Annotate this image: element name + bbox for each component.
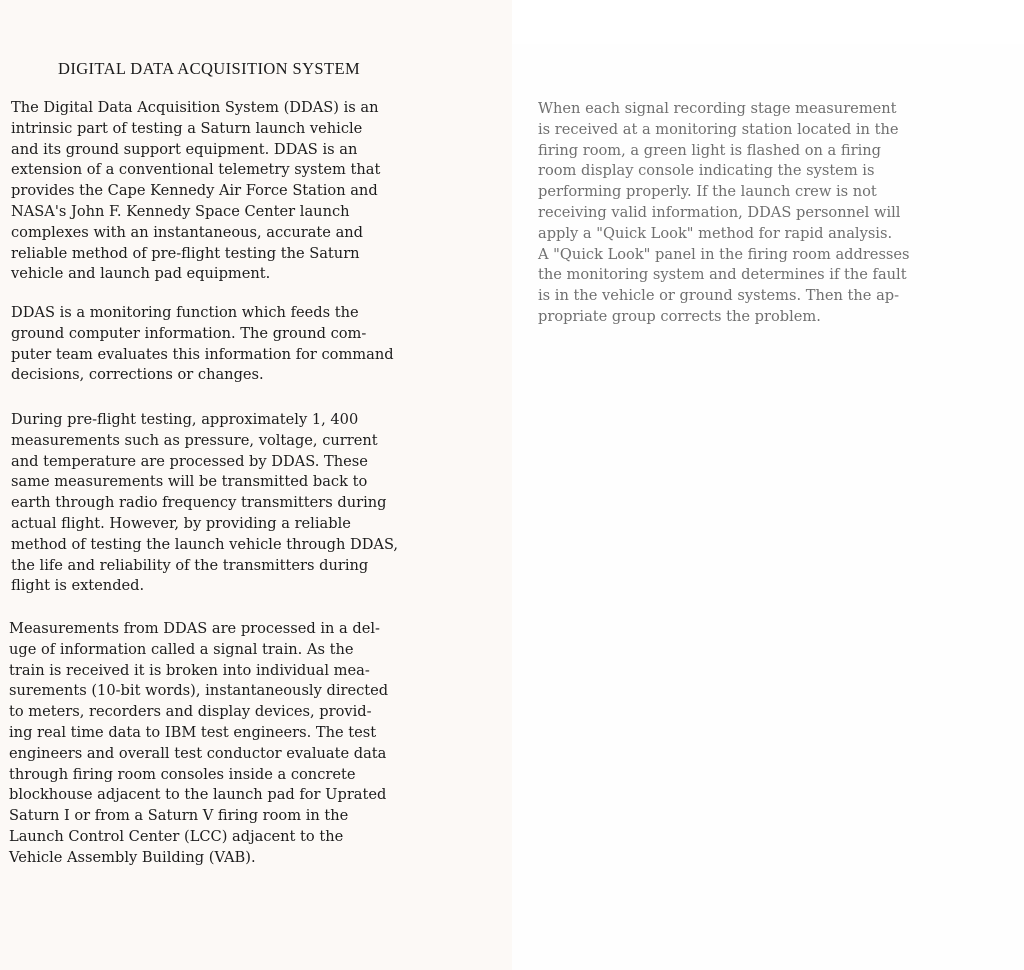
text-line: The Digital Data Acquisition System (DDAS) is an: [11, 99, 379, 116]
text-line: reliable method of pre-flight testing the Saturn: [11, 244, 360, 262]
text-line: NASA's John F. Kennedy Space Center launch: [11, 202, 350, 220]
text-line: the monitoring system and determines if the fault: [538, 266, 907, 284]
text-line: performing properly. If the launch crew is not: [538, 183, 877, 201]
text-line: provides the Cape Kennedy Air Force Station and: [11, 182, 378, 200]
paragraph-ddas-overview: [11, 98, 380, 285]
paragraph-monitoring-function: [11, 303, 394, 386]
text-line: measurements such as pressure, voltage, current: [11, 431, 378, 449]
text-line: apply a "Quick Look" method for rapid analysis.: [538, 224, 893, 242]
text-line: train is received it is broken into individual mea-: [9, 661, 370, 679]
right-page: [512, 0, 1024, 970]
text-line: A "Quick Look" panel in the firing room addresses: [538, 245, 910, 263]
document-title: DIGITAL DATA ACQUISITION SYSTEM: [58, 59, 361, 78]
text-line: decisions, corrections or changes.: [11, 366, 264, 384]
paragraph-preflight-testing: [11, 410, 398, 597]
paragraph-signal-train: [9, 619, 388, 869]
text-line: through firing room consoles inside a concrete: [9, 765, 356, 783]
text-line: complexes with an instantaneous, accurate and: [11, 223, 364, 241]
text-line: earth through radio frequency transmitters during: [11, 494, 387, 512]
text-line: Measurements from DDAS are processed in a del-: [9, 620, 380, 637]
text-line: the life and reliability of the transmitters during: [11, 556, 369, 574]
text-line: and its ground support equipment. DDAS is an: [11, 140, 358, 158]
text-line: and temperature are processed by DDAS. These: [11, 452, 368, 470]
text-line: DDAS is a monitoring function which feeds the: [11, 304, 359, 321]
text-line: engineers and overall test conductor evaluate data: [9, 744, 387, 762]
text-line: to meters, recorders and display devices, provid-: [9, 703, 372, 721]
text-line: When each signal recording stage measurement: [538, 100, 897, 117]
text-line: puter team evaluates this information for command: [11, 345, 394, 363]
text-line: receiving valid information, DDAS personnel will: [538, 203, 901, 221]
text-line: blockhouse adjacent to the launch pad for Uprated: [9, 786, 387, 804]
text-line: method of testing the launch vehicle through DDAS,: [11, 535, 399, 553]
text-line: extension of a conventional telemetry system that: [11, 161, 381, 179]
page-edge: [512, 0, 1024, 44]
text-line: is in the vehicle or ground systems. Then the ap-: [538, 287, 900, 305]
text-line: ground computer information. The ground com-: [11, 324, 367, 342]
text-line: During pre-flight testing, approximately 1, 400: [11, 411, 359, 428]
text-line: flight is extended.: [11, 577, 145, 595]
text-line: vehicle and launch pad equipment.: [11, 265, 271, 283]
text-line: propriate group corrects the problem.: [538, 307, 821, 325]
text-line: surements (10-bit words), instantaneously directed: [9, 682, 389, 700]
text-line: same measurements will be transmitted back to: [11, 473, 368, 491]
text-line: is received at a monitoring station located in the: [538, 120, 899, 138]
text-line: firing room, a green light is flashed on a firing: [538, 141, 881, 159]
text-line: Launch Control Center (LCC) adjacent to the: [9, 827, 344, 845]
text-line: room display console indicating the system is: [538, 162, 875, 180]
text-line: intrinsic part of testing a Saturn launch vehicle: [11, 119, 363, 137]
text-line: ing real time data to IBM test engineers. The test: [9, 723, 377, 741]
paragraph-quick-look: [538, 99, 910, 328]
text-line: actual flight. However, by providing a reliable: [11, 514, 351, 532]
text-line: uge of information called a signal train. As the: [9, 640, 354, 658]
text-line: Saturn I or from a Saturn V firing room in the: [9, 807, 349, 825]
text-line: Vehicle Assembly Building (VAB).: [9, 848, 256, 866]
